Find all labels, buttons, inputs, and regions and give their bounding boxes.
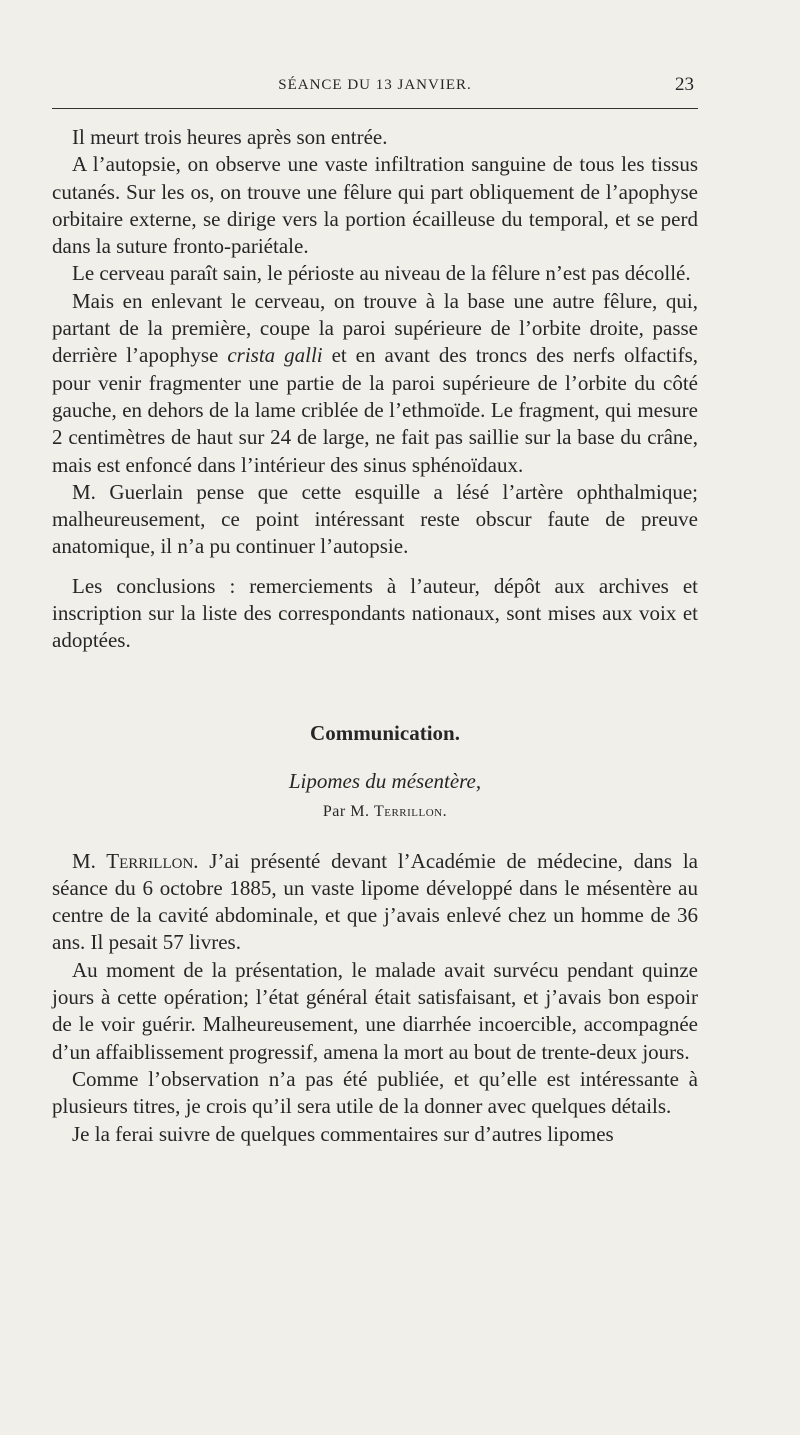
paragraph — [52, 288, 698, 479]
paragraph: Le cerveau paraît sain, le périoste au niveau de la fêlure n’est pas décollé. — [72, 261, 691, 286]
page-number: 23 — [675, 74, 694, 95]
byline-author: Terrillon. — [373, 803, 448, 821]
running-header — [52, 74, 698, 98]
page-body — [52, 124, 698, 1148]
paragraph-text: Mais en enlevant le cerveau, on trouve à la base une autre fêlure, qui, partant de la première, coupe la paroi supérieure de l’orbite droite, passe derrière l’apophyse — [52, 288, 698, 368]
speaker-name: M. Terrillon. — [72, 848, 199, 873]
running-title: SÉANCE DU 13 JANVIER. — [278, 77, 472, 93]
article-title: Lipomes du mésentère, — [288, 768, 482, 793]
paragraph-text: J’ai présenté devant l’Académie de médecine, dans la séance du 6 octobre 1885, un vaste lipome développé dans le mésentère au centre de la cavité abdominale, et que j’avais enlevé chez un homme de 36 ans. Il pesait 57 livres. — [52, 848, 698, 955]
paragraph: Je la ferai suivre de quelques commentaires sur d’autres lipomes — [72, 1121, 614, 1146]
paragraph: Comme l’observation n’a pas été publiée, et qu’elle est intéressante à plusieurs titres, je crois qu’il sera utile de la donner avec quelques détails. — [52, 1066, 698, 1119]
paragraph: Au moment de la présentation, le malade avait survécu pendant quinze jours à cette opération; l’état général était satisfaisant, et j’avais bon espoir de le voir guérir. Malheureusement, une diarrhée incoercible, accompagnée d’un affaiblissement progressif, amena la mort au bout de trente-deux jours. — [52, 957, 698, 1064]
paragraph — [52, 848, 698, 957]
paragraph: Les conclusions : remerciements à l’auteur, dépôt aux archives et inscription sur la liste des correspondants nationaux, sont mises aux voix et adoptées. — [52, 573, 698, 653]
section-heading: Communication. — [310, 720, 460, 745]
header-rule — [52, 108, 698, 109]
paragraph: A l’autopsie, on observe une vaste infiltration sanguine de tous les tissus cutanés. Sur les os, on trouve une fêlure qui part obliquement de l’apophyse orbitaire externe, se dirige vers la portion écailleuse du temporal, et se perd dans la suture fronto-pariétale. — [52, 152, 698, 259]
byline-prefix: Par M. — [322, 803, 374, 821]
paragraph: Il meurt trois heures après son entrée. — [72, 125, 388, 149]
paragraph: M. Guerlain pense que cette esquille a lésé l’artère ophthalmique; malheureusement, ce point intéressant reste obscur faute de preuve anatomique, il n’a pu continuer l’autopsie. — [52, 479, 698, 559]
paragraph-text: et en avant des troncs des nerfs olfactifs, pour venir fragmenter une partie de la paroi supérieure de l’orbite du côté gauche, en dehors de la lame criblée de l’ethmoïde. Le fragment, qui mesure 2 centimètres de haut sur 24 de large, ne fait pas saillie sur la base du crâne, mais est enfoncé dans l’intérieur des sinus sphénoïdaux. — [52, 343, 699, 477]
byline — [52, 798, 698, 825]
italic-term: crista galli — [227, 343, 323, 368]
